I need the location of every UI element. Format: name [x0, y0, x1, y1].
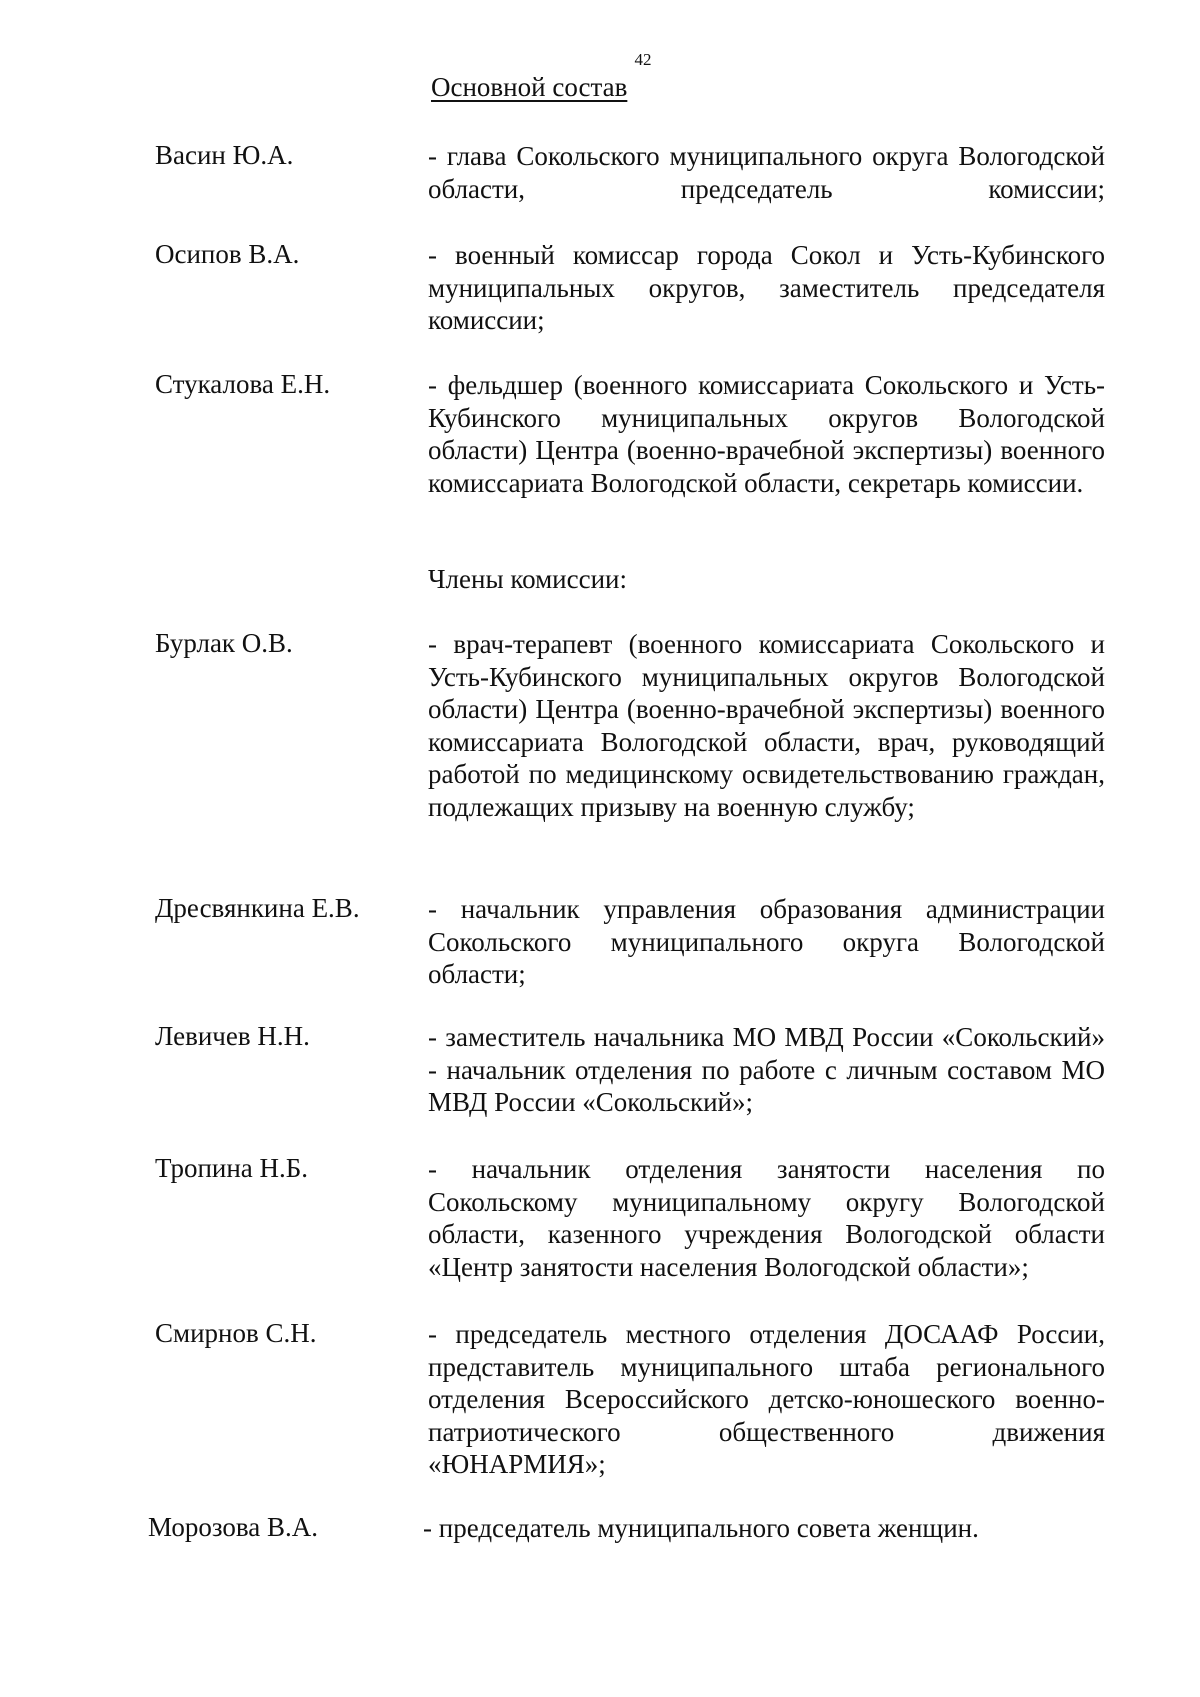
members-heading: Члены комиссии: [428, 564, 627, 594]
member-name: Стукалова Е.Н. [155, 369, 331, 399]
member-role: - начальник управления образования администрации Сокольского муниципального округа Вологодской области; [428, 894, 1105, 989]
member-name: Левичев Н.Н. [155, 1021, 310, 1051]
member-name: Осипов В.А. [155, 239, 300, 269]
member-name: Васин Ю.А. [155, 140, 294, 170]
member-role: - военный комиссар города Сокол и Усть-Кубинского муниципальных округов, заместитель председателя комиссии; [428, 240, 1105, 335]
member-name: Морозова В.А. [148, 1512, 318, 1542]
member-role [428, 140, 1105, 205]
member-role: - врач-терапевт (военного комиссариата Сокольского и Усть-Кубинского муниципальных округов Вологодской области) Центра (военно-врачебной экспертизы) военного комиссариата Вологодской области, врач, руководящий работой по медицинскому освидетельствованию граждан, подлежащих призыву на военную службу; [428, 629, 1105, 822]
member-name: Бурлак О.В. [155, 628, 293, 658]
member-name: Тропина Н.Б. [155, 1153, 309, 1183]
member-role-text: - глава Сокольского муниципального округа Вологодской области, председатель комиссии; [428, 141, 1105, 204]
member-role: - председатель местного отделения ДОСААФ России, представитель муниципального штаба регионального отделения Всероссийского детско-юношеского военно-патриотического общественного движения «ЮНАРМИЯ»; [428, 1319, 1105, 1479]
member-role: - фельдшер (военного комиссариата Сокольского и Усть-Кубинского муниципальных округов Вологодской области) Центра (военно-врачебной экспертизы) военного комиссариата Вологодской области, секретарь комиссии. [428, 370, 1105, 498]
member-role: - начальник отделения занятости населения по Сокольскому муниципальному округу Вологодской области, казенного учреждения Вологодской области «Центр занятости населения Вологодской области»; [428, 1154, 1105, 1282]
member-name: Дресвянкина Е.В. [155, 893, 360, 923]
section-title: Основной состав [431, 72, 628, 102]
member-role: - председатель муниципального совета женщин. [423, 1513, 979, 1543]
page-number: 42 [634, 50, 652, 69]
member-name: Смирнов С.Н. [155, 1318, 317, 1348]
member-role: - заместитель начальника МО МВД России «Сокольский» - начальник отделения по работе с личным составом МО МВД России «Сокольский»; [428, 1022, 1105, 1117]
